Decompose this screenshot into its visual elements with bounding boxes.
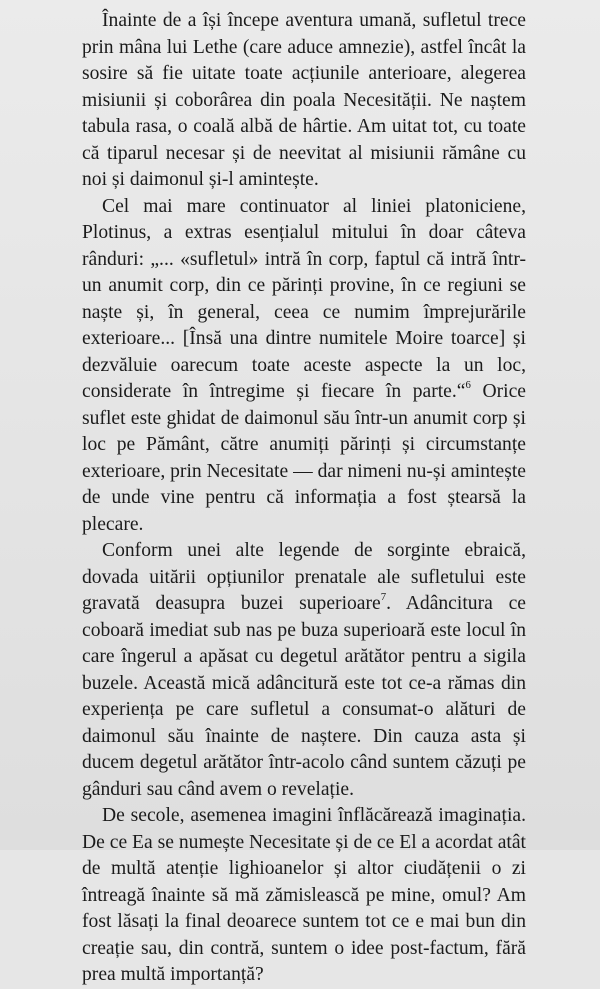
paragraph-text: Conform unei alte legende de sorginte ebraică, dovada uitării opțiunilor prenatale ale sufletului este gravată deasupra buzei superioare <box>82 540 526 614</box>
paragraph-text: Înainte de a își începe aventura umană, sufletul trece prin mâna lui Lethe (care aduce amnezie), astfel încât la sosire să fie uitate toate acțiunile anterioare, alegerea misiunii și coborârea din poala Necesității. Ne naștem tabula rasa, o coală albă de hârtie. Am uitat tot, cu toate că tiparul necesar și de neevitat al misiunii rămâne cu noi și daimonul și-l amintește. <box>82 10 526 190</box>
paragraph-hebrew-legend <box>82 538 526 803</box>
paragraph-lethe <box>82 8 526 194</box>
paragraph-text: Orice suflet este ghidat de daimonul său într-un anumit corp și loc pe Pământ, către anumiți părinți și circumstanțe exterioare, prin Necesitate — dar nimeni nu-și amintește de unde vine pentru că informația a fost ștearsă la plecare. <box>82 381 526 535</box>
footnote-marker: 7 <box>380 590 387 603</box>
paragraph-plotinus <box>82 194 526 539</box>
footnote-marker: 6 <box>465 378 471 391</box>
paragraph-text: . Adâncitura ce coboară imediat sub nas pe buza superioară este locul în care îngerul a apăsat cu degetul arătător pentru a sigila buzele. Această mică adâncitură este tot ce-a rămas din experiența pe care sufletul a consumat-o alături de daimonul său înainte de naștere. Din cauza asta și ducem degetul arătător într-acolo când suntem căzuți pe gânduri sau când avem o revelație. <box>82 593 526 800</box>
paragraph-text: Cel mai mare continuator al liniei platoniciene, Plotinus, a extras esențialul mitului în doar câteva rânduri: „... «sufletul» intră în corp, faptul că intră într-un anumit corp, din ce părinți provine, în ce regiuni se naște și, în general, ceea ce numim împrejurările exterioare... [Însă una dintre numitele Moire toarce] și dezvăluie oarecum toate aceste aspecte la un loc, considerate în întregime și fiecare în parte.“ <box>82 195 526 402</box>
paragraph-text: De secole, asemenea imagini înflăcărează imaginația. De ce Ea se numește Necesitate și de ce El a acordat atât de multă atenție lighioanelor și altor ciudățenii o zi întreagă înainte să mă zămislească pe mine, omul? Am fost lăsați la final deoarece suntem tot ce e mai bun din creație sau, din contră, suntem o idee post-factum, fără prea multă importanță? <box>82 805 526 985</box>
paragraph-necessity-question <box>82 803 526 989</box>
